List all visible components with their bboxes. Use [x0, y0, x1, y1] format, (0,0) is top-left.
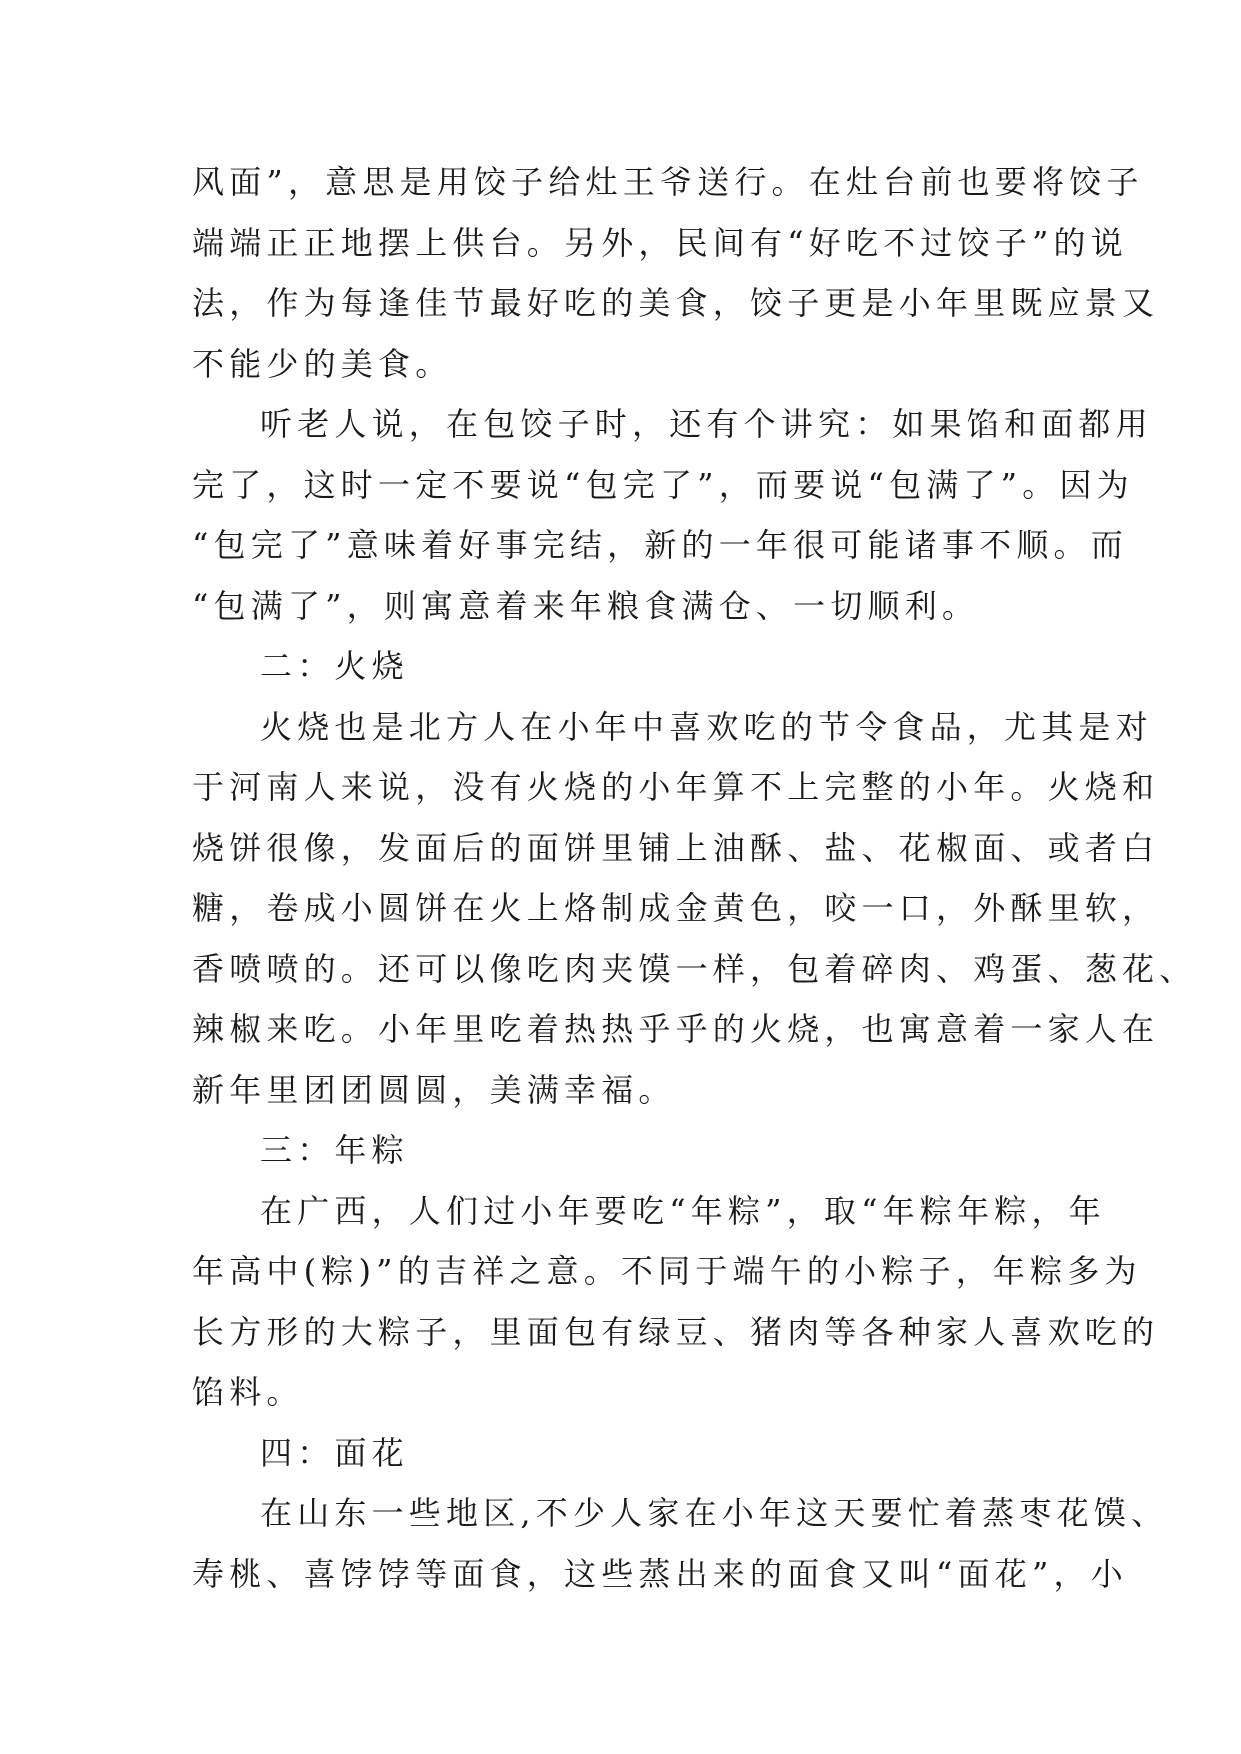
- text-line: 四：面花: [260, 1433, 409, 1472]
- text-line: 二：火烧: [260, 647, 409, 685]
- text-line: 在山东一些地区,不少人家在小年这天要忙着蒸枣花馍、: [260, 1494, 1169, 1532]
- text-line: 完了，这时一定不要说“包完了”，而要说“包满了”。因为: [192, 465, 1134, 504]
- text-line: 长方形的大粽子，里面包有绿豆、猪肉等各种家人喜欢吃的: [192, 1312, 1160, 1351]
- document-body: [192, 152, 1197, 1604]
- text-line: 年高中(粽)”的吉祥之意。不同于端午的小粽子，年粽多为: [192, 1252, 1142, 1290]
- text-line: 于河南人来说，没有火烧的小年算不上完整的小年。火烧和: [192, 768, 1160, 806]
- text-line: 法，作为每逢佳节最好吃的美食，饺子更是小年里既应景又: [192, 284, 1160, 322]
- text-line: 风面”，意思是用饺子给灶王爷送行。在灶台前也要将饺子: [192, 163, 1144, 201]
- text-line: “包完了”意味着好事完结，新的一年很可能诸事不顺。而: [192, 526, 1128, 564]
- text-line: 不能少的美食。: [192, 344, 453, 383]
- text-line: 寿桃、喜饽饽等面食，这些蒸出来的面食又叫“面花”，小: [192, 1554, 1128, 1593]
- text-line: 烧饼很像，发面后的面饼里铺上油酥、盐、花椒面、或者白: [192, 828, 1160, 867]
- text-line: 火烧也是北方人在小年中喜欢吃的节令食品，尤其是对: [260, 707, 1153, 746]
- text-line: 馅料。: [192, 1373, 304, 1411]
- text-line: 端端正正地摆上供台。另外，民间有“好吃不过饺子”的说: [192, 223, 1128, 262]
- text-line: 新年里团团圆圆，美满幸福。: [192, 1070, 676, 1109]
- text-line: 香喷喷的。还可以像吃肉夹馍一样，包着碎肉、鸡蛋、葱花、: [192, 949, 1197, 988]
- text-line: 三：年粽: [260, 1131, 409, 1169]
- text-line: 糖，卷成小圆饼在火上烙制成金黄色，咬一口，外酥里软，: [192, 889, 1160, 927]
- text-line: “包满了”，则寓意着来年粮食满仓、一切顺利。: [192, 586, 980, 625]
- text-line: 在广西，人们过小年要吃“年粽”，取“年粽年粽，年: [260, 1191, 1106, 1230]
- text-line: 辣椒来吃。小年里吃着热热乎乎的火烧，也寓意着一家人在: [192, 1010, 1160, 1048]
- text-line: 听老人说，在包饺子时，还有个讲究：如果馅和面都用: [260, 405, 1153, 443]
